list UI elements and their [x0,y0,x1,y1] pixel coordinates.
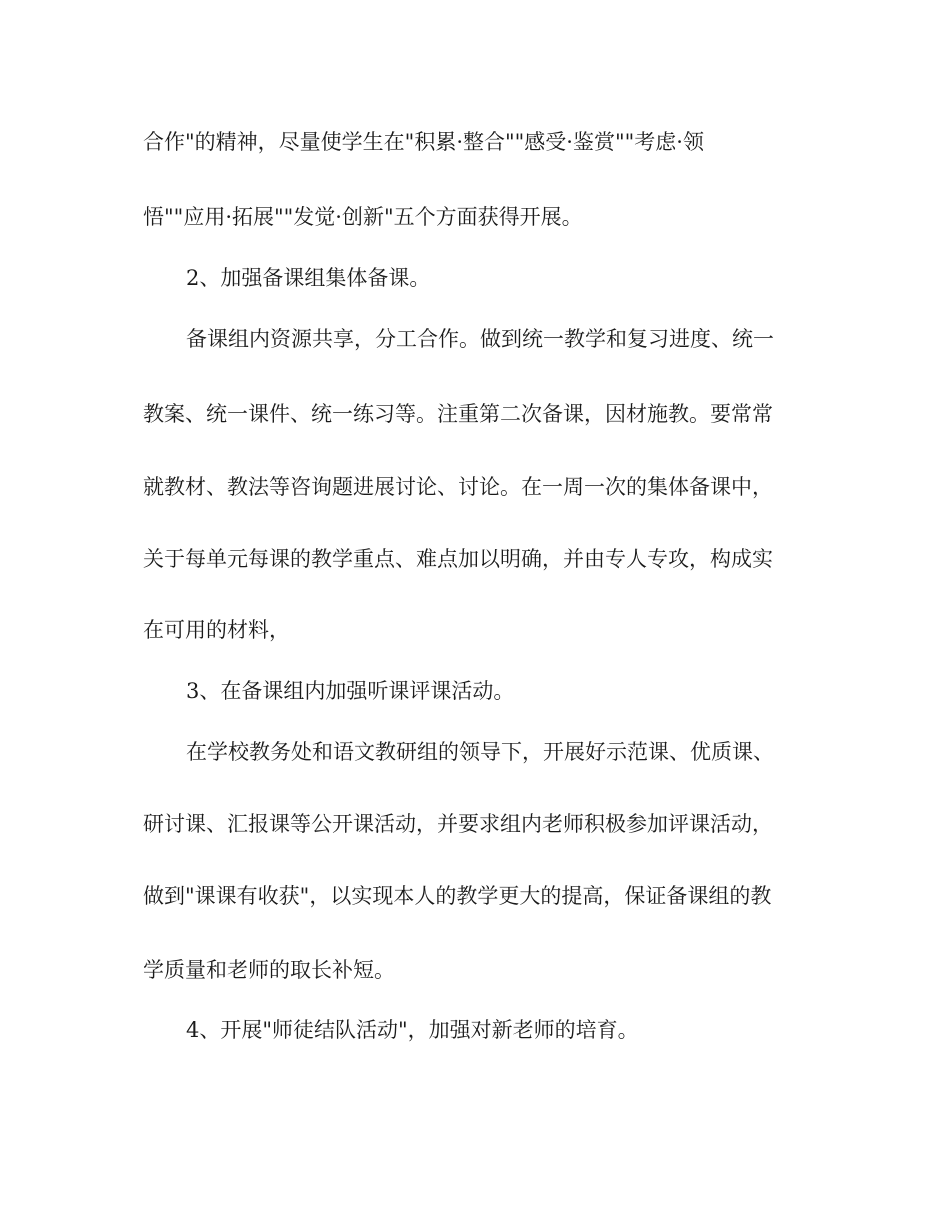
paragraph-line-1: 备课组内资源共享，分工合作。做到统一教学和复习进度、统一 [186,327,774,351]
text-line-2: 悟""应用·拓展""发觉·创新"五个方面获得开展。 [143,205,583,229]
section-heading-2: 2、加强备课组集体备课。 [186,266,431,290]
text-line-1: 合作"的精神，尽量使学生在"积累·整合""感受·鉴赏""考虑·领 [143,130,704,154]
section-heading-3: 3、在备课组内加强听课评课活动。 [186,679,515,703]
paragraph-line-8: 做到"课课有收获"，以实现本人的教学更大的提高，保证备课组的教 [143,884,772,908]
paragraph-line-2: 教案、统一课件、统一练习等。注重第二次备课，因材施教。要常常 [143,402,773,426]
section-heading-4: 4、开展"师徒结队活动"，加强对新老师的培育。 [186,1018,639,1042]
paragraph-line-5: 在可用的材料， [143,618,290,642]
paragraph-line-3: 就教材、教法等咨询题进展讨论、讨论。在一周一次的集体备课中， [143,475,773,499]
paragraph-line-7: 研讨课、汇报课等公开课活动，并要求组内老师积极参加评课活动， [143,812,773,836]
paragraph-line-9: 学质量和老师的取长补短。 [143,958,395,982]
paragraph-line-4: 关于每单元每课的教学重点、难点加以明确，并由专人专攻，构成实 [143,547,773,571]
paragraph-line-6: 在学校教务处和语文教研组的领导下，开展好示范课、优质课、 [186,740,774,764]
